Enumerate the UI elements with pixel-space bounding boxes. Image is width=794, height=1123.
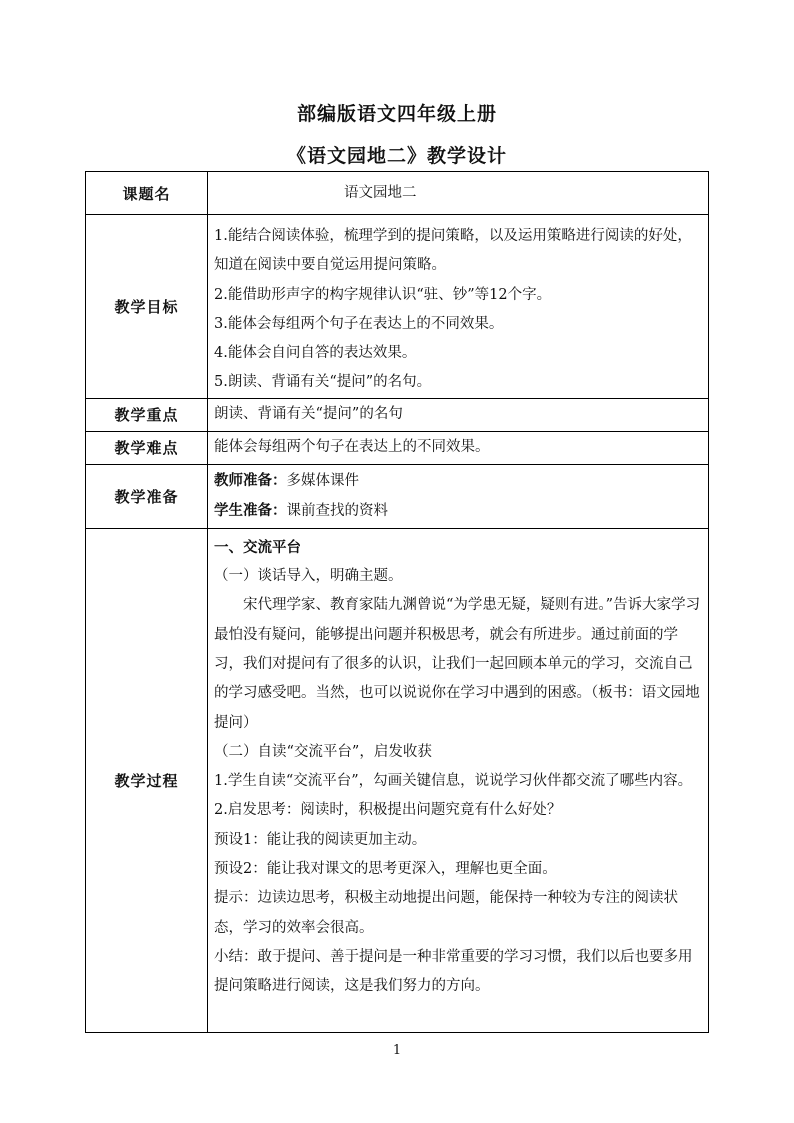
label-process: 教学过程 xyxy=(86,528,208,1032)
sub-heading: （一）谈话导入，明确主题。 xyxy=(214,568,403,585)
table-row-preparation xyxy=(86,464,709,528)
paragraph: 宋代理学家、教育家陆九渊曾说“为学患无疑，疑则有进。”告诉大家学习最怕没有疑问，能够提出问题并积极思考，就会有所进步。通过前面的学习，我们对提问有了很多的认识，让我们一起回顾本单元的学习，交流自己的学习感受吧。当然，也可以说说你在学习中遇到的困惑。（板书：语文园地 提问） xyxy=(214,597,715,731)
objective-item: 4.能体会自问自答的表达效果。 xyxy=(214,345,417,362)
table-row-objectives xyxy=(86,215,709,399)
summary-text: 小结：敢于提问、善于提问是一种非常重要的学习习惯，我们以后也要多用提问策略进行阅读，这是我们努力的方向。 xyxy=(214,948,693,995)
cell-process xyxy=(208,528,715,1032)
preset-line: 预设1：能让我的阅读更加主动。 xyxy=(214,831,427,848)
table-row-difficulties xyxy=(86,431,709,464)
lesson-plan-table xyxy=(85,171,715,1033)
cell-topic xyxy=(208,172,709,215)
teacher-prep xyxy=(214,466,704,496)
student-prep-label: 学生准备： xyxy=(214,502,287,520)
objective-item: 3.能体会每组两个句子在表达上的不同效果。 xyxy=(214,315,504,332)
list-item: 1.学生自读“交流平台”，勾画关键信息，说说学习伙伴都交流了哪些内容。 xyxy=(214,773,693,790)
sub-heading: （二）自读“交流平台”，启发收获 xyxy=(214,743,432,760)
teacher-prep-label: 教师准备： xyxy=(214,471,287,489)
document-subtitle: 《语文园地二》教学设计 xyxy=(286,145,507,167)
label-key-points: 教学重点 xyxy=(86,398,208,431)
student-prep xyxy=(214,496,704,526)
teacher-prep-value: 多媒体课件 xyxy=(286,472,359,489)
label-preparation: 教学准备 xyxy=(86,464,208,528)
page-number: 1 xyxy=(392,1043,402,1058)
objective-item: 1.能结合阅读体验，梳理学到的提问策略，以及运用策略进行阅读的好处，知道在阅读中要自觉运用提问策略。 xyxy=(214,228,692,274)
label-topic: 课题名 xyxy=(86,172,208,215)
student-prep-value: 课前查找的资料 xyxy=(286,503,388,520)
document-title: 部编版语文四年级上册 xyxy=(296,103,497,125)
label-objectives: 教学目标 xyxy=(86,215,208,399)
table-row-process xyxy=(86,528,709,1032)
table-row-topic xyxy=(86,172,709,215)
section-heading: 一、交流平台 xyxy=(214,538,301,556)
preset-line: 预设2：能让我对课文的思考更深入，理解也更全面。 xyxy=(214,861,557,878)
list-item: 2.启发思考：阅读时，积极提出问题究竟有什么好处？ xyxy=(214,802,562,819)
cell-preparation xyxy=(208,464,709,528)
label-difficulties: 教学难点 xyxy=(86,431,208,464)
objective-item: 5.朗读、背诵有关“提问”的名句。 xyxy=(214,374,432,391)
cell-difficulties: 能体会每组两个句子在表达上的不同效果。 xyxy=(208,431,709,464)
hint-text: 提示：边读边思考，积极主动地提出问题，能保持一种较为专注的阅读状态，学习的效率会很高。 xyxy=(214,890,678,936)
cell-objectives xyxy=(208,215,709,399)
cell-key-points: 朗读、背诵有关“提问”的名句 xyxy=(208,398,709,431)
table-row-key-points xyxy=(86,398,709,431)
objective-item: 2.能借助形声字的构字规律认识“驻、钞”等12个字。 xyxy=(214,286,552,303)
topic-value: 语文园地二 xyxy=(344,185,417,201)
